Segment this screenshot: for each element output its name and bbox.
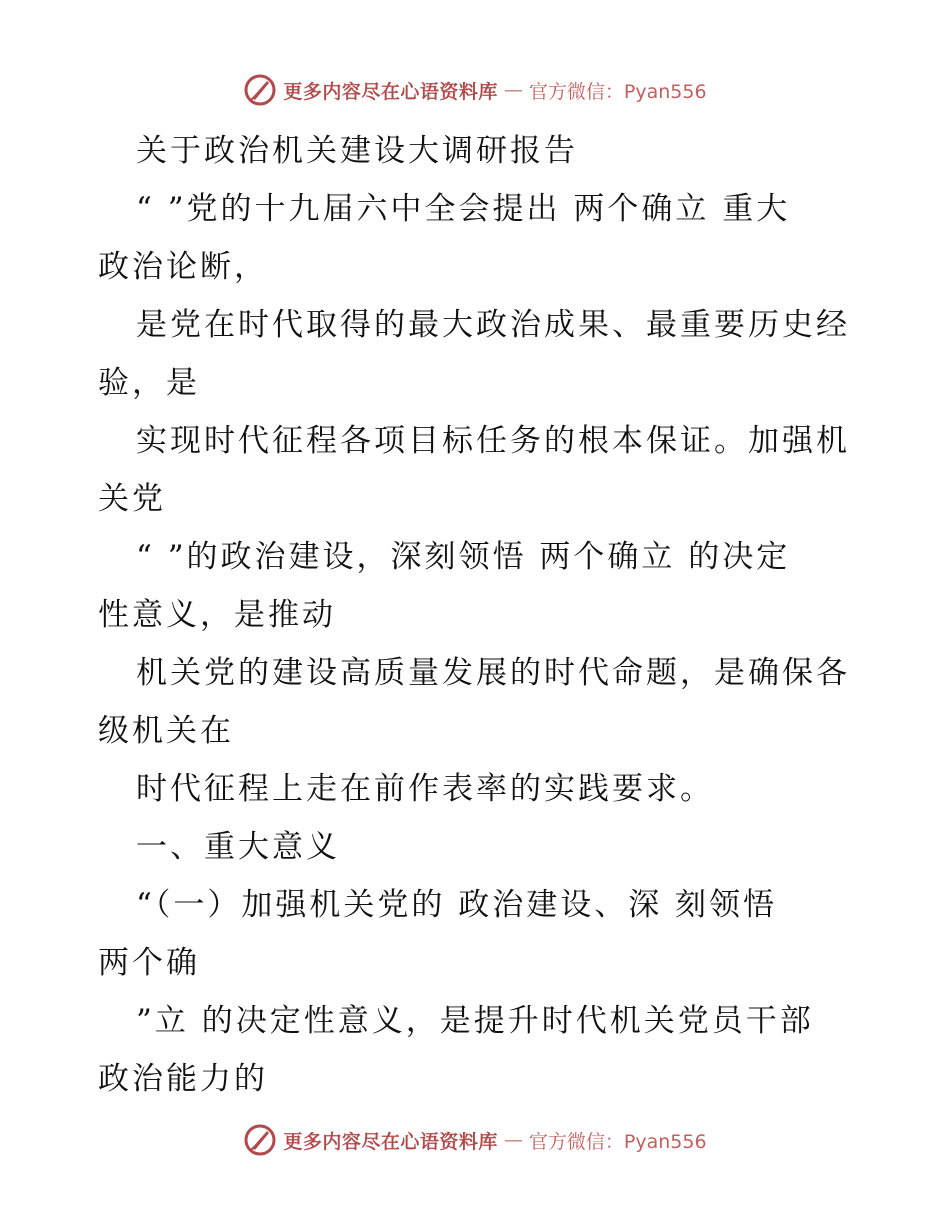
document-body [98,122,858,1108]
banner-separator: — [503,79,523,101]
document-line: 级机关在 [98,713,234,749]
footer-banner [0,1120,950,1160]
quill-logo-icon [243,1123,277,1157]
document-line: 机关党的建设高质量发展的时代命题，是确保各 [136,655,850,691]
document-line: “ ”党的十九届六中全会提出 两个确立 重大 [136,191,791,227]
document-line: 关于政治机关建设大调研报告 [136,133,578,169]
banner-text: 更多内容尽在心语资料库 [283,80,498,103]
document-line: “ ”的政治建设，深刻领悟 两个确立 的决定 [136,539,791,575]
document-line: 实现时代征程各项目标任务的根本保证。加强机 [136,423,850,459]
document-line: 时代征程上走在前作表率的实践要求。 [136,771,714,807]
document-line: “（一）加强机关党的 政治建设、深 刻领悟 [136,887,778,923]
document-line: 是党在时代取得的最大政治成果、最重要历史经 [136,307,850,343]
document-line: 一、重大意义 [136,829,340,865]
banner-separator: — [503,1129,523,1151]
banner-wechat: 官方微信：Pyan556 [528,1130,707,1153]
document-line: 关党 [98,481,166,517]
document-line: 验，是 [98,365,200,401]
document-line: ”立 的决定性意义，是提升时代机关党员干部 [136,1003,814,1039]
header-banner [0,70,950,110]
banner-text: 更多内容尽在心语资料库 [283,1130,498,1153]
banner-wechat: 官方微信：Pyan556 [528,80,707,103]
document-line: 政治能力的 [98,1061,268,1097]
document-line: 两个确 [98,945,200,981]
document-line: 性意义，是推动 [98,597,336,633]
document-line: 政治论断， [98,249,268,285]
quill-logo-icon [243,73,277,107]
